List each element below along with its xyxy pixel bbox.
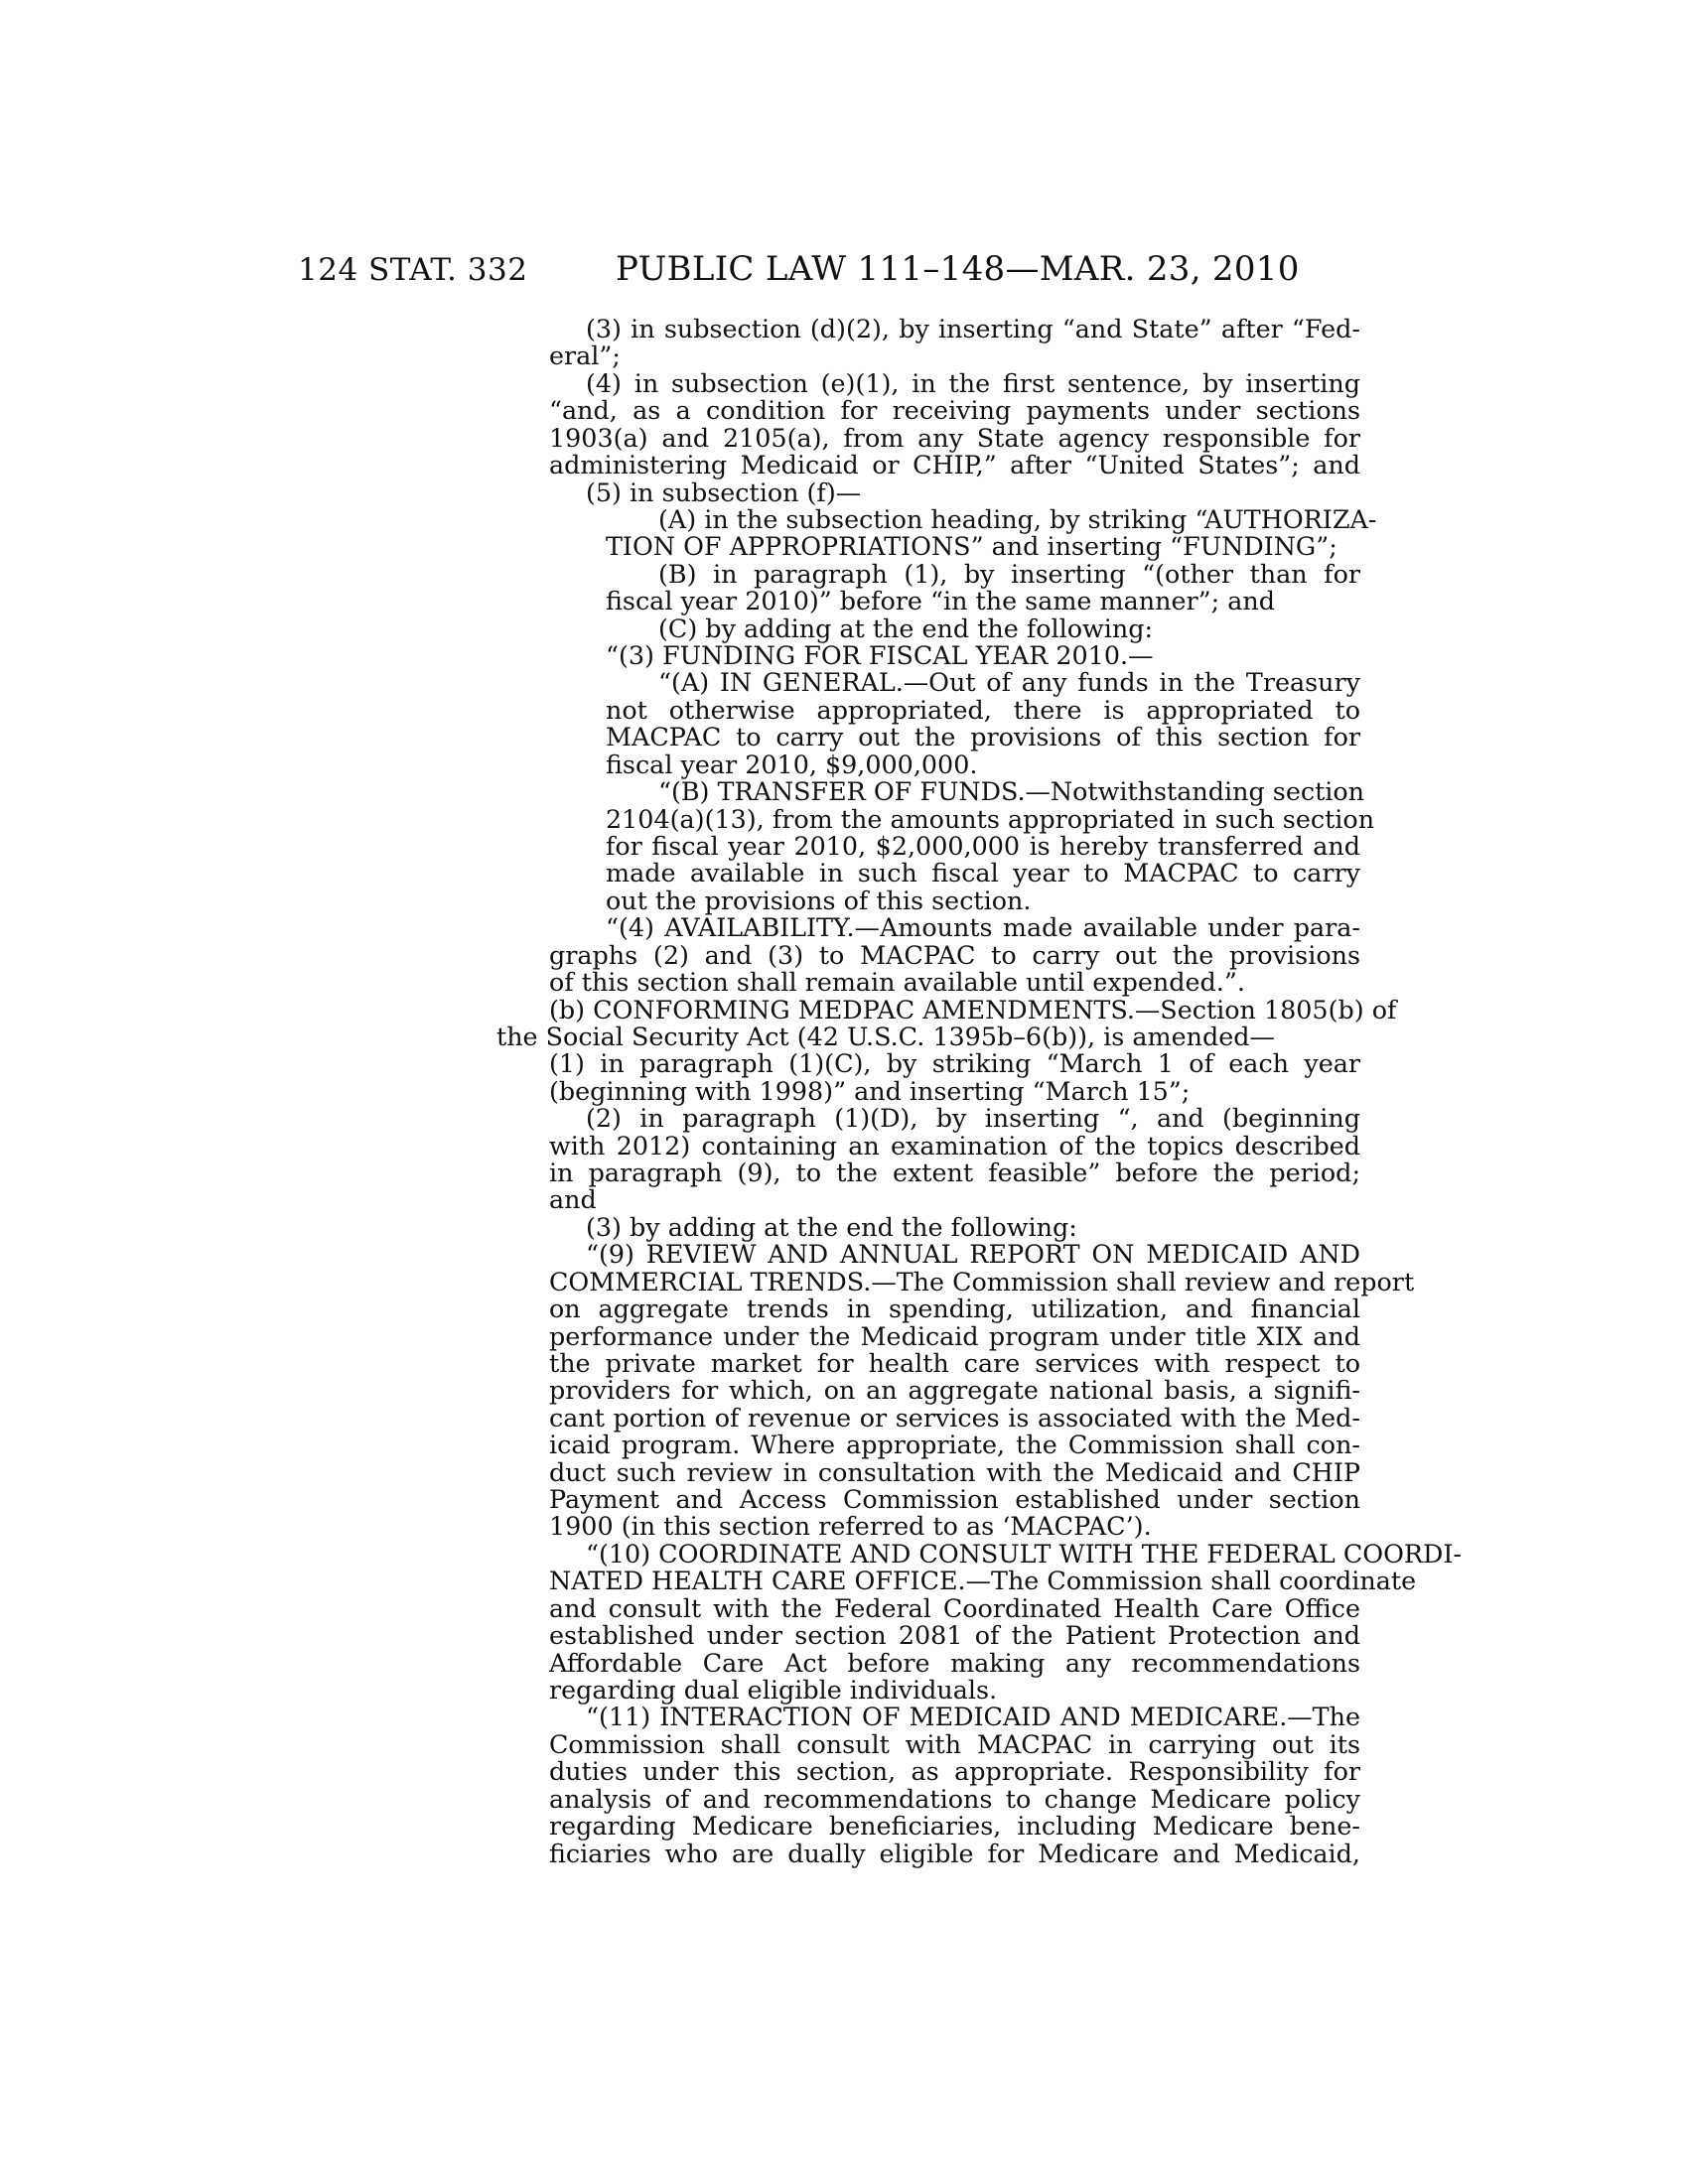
text-line: not otherwise appropriated, there is appropriated to bbox=[606, 694, 1360, 725]
text-line: “(4) AVAILABILITY.—Amounts made available under para- bbox=[606, 912, 1360, 943]
text-line: fiscal year 2010)” before “in the same manner”; and bbox=[606, 586, 1275, 616]
text-line: duct such review in consultation with the Medicaid and CHIP bbox=[549, 1456, 1360, 1487]
text-line: (4) in subsection (e)(1), in the first sentence, by inserting bbox=[586, 367, 1360, 398]
text-line: NATED HEALTH CARE OFFICE.—The Commission shall coordinate bbox=[549, 1566, 1417, 1596]
text-line: duties under this section, as appropriate. Responsibility for bbox=[549, 1756, 1360, 1787]
text-line: “(9) REVIEW AND ANNUAL REPORT ON MEDICAID AND bbox=[586, 1239, 1360, 1270]
text-line: COMMERCIAL TRENDS.—The Commission shall review and report bbox=[549, 1266, 1415, 1297]
statute-page-reference: 124 STAT. 332 bbox=[298, 252, 528, 288]
text-line: (1) in paragraph (1)(C), by striking “March 1 of each year bbox=[549, 1048, 1360, 1079]
text-line: providers for which, on an aggregate national basis, a signifi- bbox=[549, 1375, 1360, 1406]
text-line: and bbox=[549, 1184, 597, 1215]
text-line: “(11) INTERACTION OF MEDICAID AND MEDICARE.—The bbox=[586, 1702, 1360, 1732]
text-line: (b) CONFORMING MEDPAC AMENDMENTS.—Section 1805(b) of bbox=[549, 994, 1397, 1024]
text-line: icaid program. Where appropriate, the Commission shall con- bbox=[549, 1430, 1360, 1460]
running-header-title: PUBLIC LAW 111–148—MAR. 23, 2010 bbox=[616, 249, 1300, 289]
text-line: TION OF APPROPRIATIONS” and inserting “FUNDING”; bbox=[606, 531, 1337, 562]
text-line: administering Medicaid or CHIP,” after “United States”; and bbox=[549, 450, 1360, 480]
text-line: 2104(a)(13), from the amounts appropriated in such section bbox=[606, 803, 1375, 834]
text-line: (A) in the subsection heading, by striking “AUTHORIZA- bbox=[658, 503, 1377, 534]
text-line: “(3) FUNDING FOR FISCAL YEAR 2010.— bbox=[606, 640, 1154, 671]
text-line: “(B) TRANSFER OF FUNDS.—Notwithstanding section bbox=[658, 776, 1365, 807]
text-line: ficiaries who are dually eligible for Medicare and Medicaid, bbox=[549, 1838, 1360, 1868]
text-line: on aggregate trends in spending, utilization, and financial bbox=[549, 1294, 1360, 1324]
text-line: regarding Medicare beneficiaries, including Medicare bene- bbox=[549, 1811, 1360, 1842]
text-line: (C) by adding at the end the following: bbox=[658, 613, 1154, 643]
text-line: 1903(a) and 2105(a), from any State agency responsible for bbox=[549, 422, 1360, 453]
text-line: (5) in subsection (f)— bbox=[586, 477, 862, 507]
text-line: fiscal year 2010, $9,000,000. bbox=[606, 749, 978, 779]
text-line: MACPAC to carry out the provisions of this section for bbox=[606, 722, 1360, 752]
text-line: Payment and Access Commission established under section bbox=[549, 1484, 1360, 1515]
text-line: for fiscal year 2010, $2,000,000 is hereby transferred and bbox=[606, 830, 1360, 861]
text-line: (B) in paragraph (1), by inserting “(other than for bbox=[658, 558, 1360, 589]
text-line: graphs (2) and (3) to MACPAC to carry out the provisions bbox=[549, 939, 1360, 970]
text-line: (3) by adding at the end the following: bbox=[586, 1211, 1077, 1242]
text-line: “(A) IN GENERAL.—Out of any funds in the Treasury bbox=[658, 667, 1360, 698]
text-line: made available in such fiscal year to MACPAC to carry bbox=[606, 858, 1360, 888]
text-line: (beginning with 1998)” and inserting “March 15”; bbox=[549, 1075, 1191, 1106]
text-line: 1900 (in this section referred to as ‘MACPAC’). bbox=[549, 1511, 1152, 1542]
text-line: performance under the Medicaid program under title XIX and bbox=[549, 1320, 1360, 1351]
text-line: and consult with the Federal Coordinated Health Care Office bbox=[549, 1592, 1360, 1623]
text-line: of this section shall remain available until expended.”. bbox=[549, 967, 1245, 998]
text-line: with 2012) containing an examination of the topics described bbox=[549, 1130, 1360, 1160]
text-line: cant portion of revenue or services is associated with the Med- bbox=[549, 1402, 1360, 1433]
text-line: “(10) COORDINATE AND CONSULT WITH THE FEDERAL COORDI- bbox=[586, 1538, 1463, 1569]
text-line: regarding dual eligible individuals. bbox=[549, 1675, 998, 1705]
text-line: analysis of and recommendations to change Medicare policy bbox=[549, 1783, 1360, 1814]
text-line: (3) in subsection (d)(2), by inserting “and State” after “Fed- bbox=[586, 314, 1360, 343]
text-line: (2) in paragraph (1)(D), by inserting “, and (beginning bbox=[586, 1103, 1360, 1134]
text-line: the Social Security Act (42 U.S.C. 1395b–6(b)), is amended— bbox=[496, 1021, 1275, 1051]
text-line: established under section 2081 of the Patient Protection and bbox=[549, 1620, 1360, 1651]
text-line: the private market for health care services with respect to bbox=[549, 1347, 1360, 1378]
text-line: in paragraph (9), to the extent feasible” before the period; bbox=[549, 1158, 1360, 1188]
text-line: eral”; bbox=[549, 341, 621, 371]
text-line: out the provisions of this section. bbox=[606, 885, 1032, 915]
text-line: Commission shall consult with MACPAC in carrying out its bbox=[549, 1728, 1360, 1759]
text-line: Affordable Care Act before making any recommendations bbox=[549, 1647, 1360, 1678]
text-line: “and, as a condition for receiving payments under sections bbox=[549, 395, 1360, 426]
